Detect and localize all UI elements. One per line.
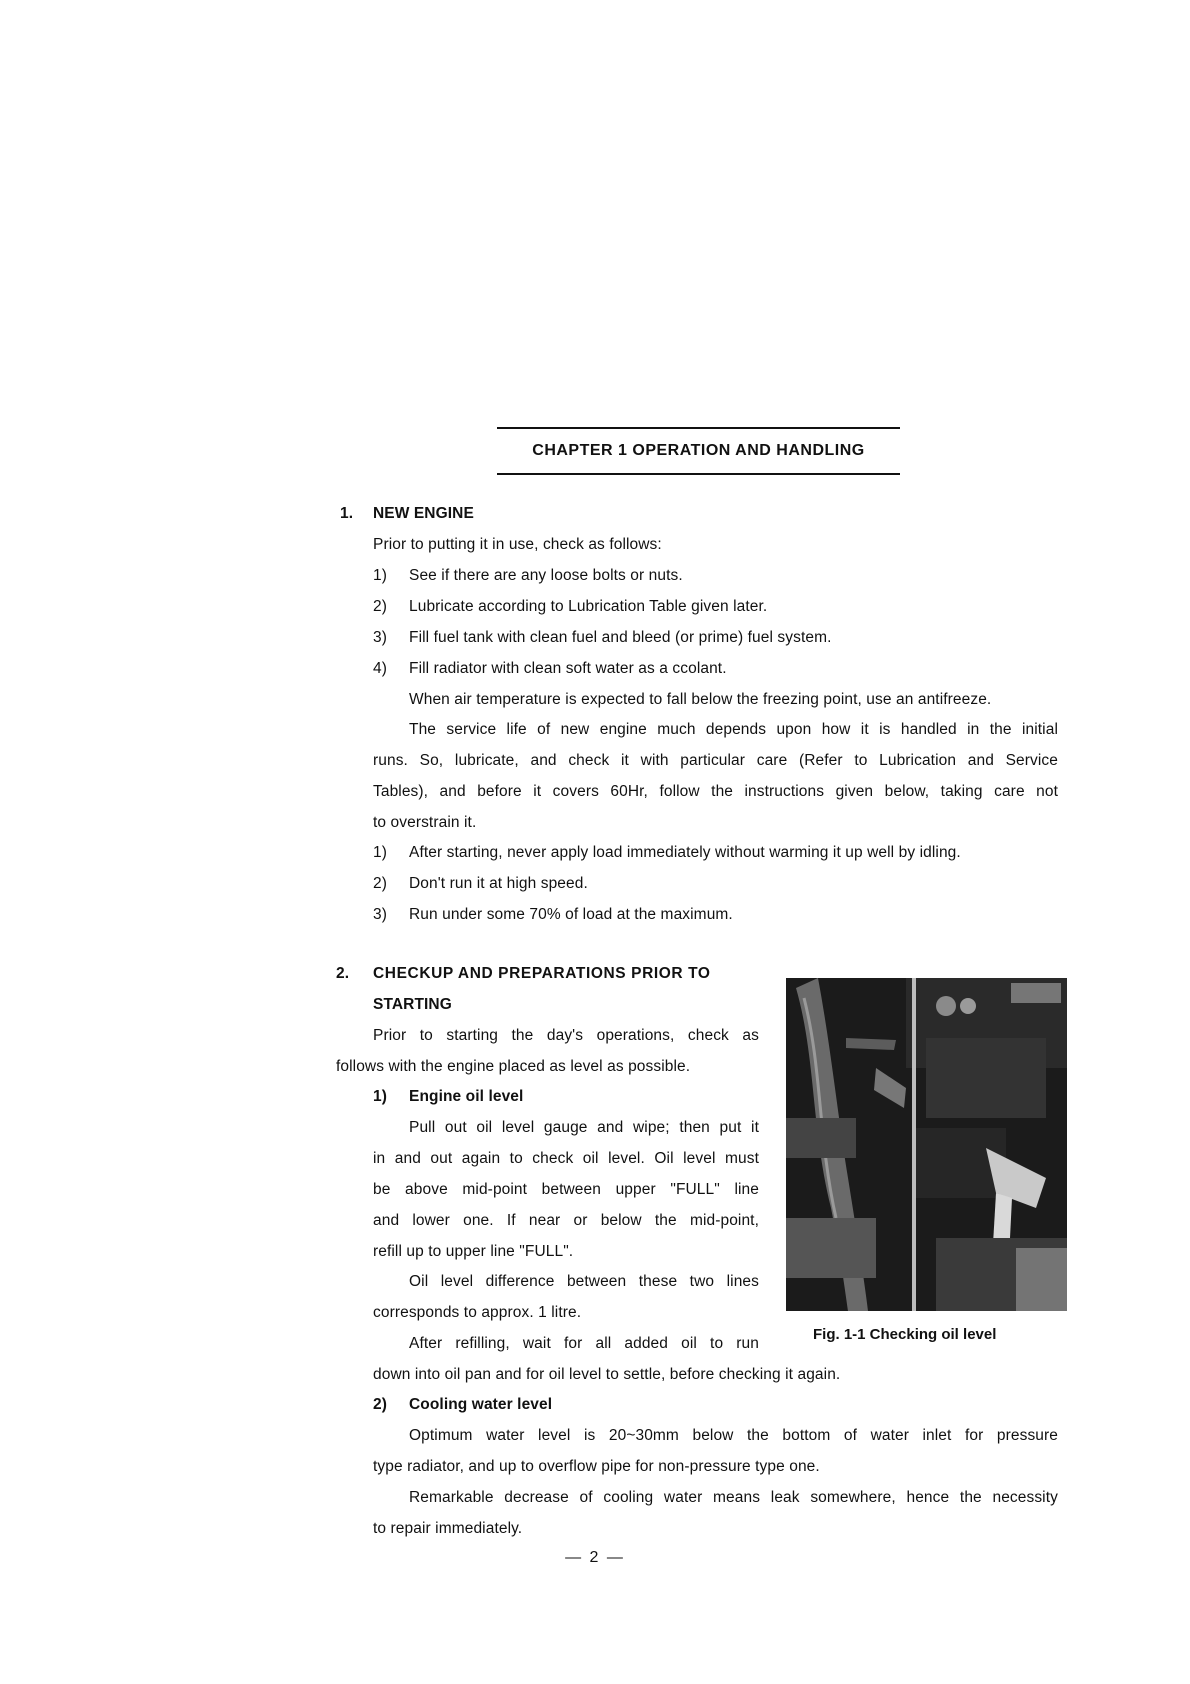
cooling-water-heading: Cooling water level (409, 1396, 553, 1413)
item-text: Don't run it at high speed. (409, 875, 588, 892)
oil-text-line: and lower one. If near or below the mid-point, (373, 1212, 759, 1229)
oil-text-line: be above mid-point between upper "FULL" line (373, 1181, 759, 1198)
item-number: 1) (373, 567, 387, 584)
leak-text-line: to repair immediately. (373, 1520, 523, 1537)
service-life-line: Tables), and before it covers 60Hr, follow the instructions given below, taking care not (373, 783, 1058, 800)
section2-intro-cont: follows with the engine placed as level as possible. (336, 1058, 691, 1075)
chapter-title: CHAPTER 1 OPERATION AND HANDLING (497, 427, 900, 475)
refilling-line: down into oil pan and for oil level to settle, before checking it again. (373, 1366, 841, 1383)
oil-text-line: in and out again to check oil level. Oil level must (373, 1150, 759, 1167)
section2-heading: CHECKUP AND PREPARATIONS PRIOR TO (373, 965, 711, 982)
oil-text-line: refill up to upper line "FULL". (373, 1243, 574, 1260)
cooling-text-line: Optimum water level is 20~30mm below the bottom of water inlet for pressure (409, 1427, 1058, 1444)
antifreeze-paragraph: When air temperature is expected to fall below the freezing point, use an antifreeze. (409, 691, 992, 708)
cooling-text-line: type radiator, and up to overflow pipe for non-pressure type one. (373, 1458, 820, 1475)
section1-heading: NEW ENGINE (373, 505, 474, 522)
item-text: Lubricate according to Lubrication Table given later. (409, 598, 768, 615)
engine-oil-heading: Engine oil level (409, 1088, 524, 1105)
section2-intro: Prior to starting the day's operations, check as (373, 1027, 759, 1044)
section2-heading-cont: STARTING (373, 996, 452, 1013)
figure-caption: Fig. 1-1 Checking oil level (813, 1326, 997, 1343)
service-life-line: runs. So, lubricate, and check it with particular care (Refer to Lubrication and Service (373, 752, 1058, 769)
item-text: Fill fuel tank with clean fuel and bleed (or prime) fuel system. (409, 629, 832, 646)
item-number: 1) (373, 844, 387, 861)
item-text: See if there are any loose bolts or nuts. (409, 567, 683, 584)
oil-difference-line: Oil level difference between these two lines (409, 1273, 759, 1290)
page-number: — 2 — (565, 1549, 625, 1566)
item-number: 3) (373, 629, 387, 646)
engine-oil-photo (786, 978, 1067, 1311)
leak-text-line: Remarkable decrease of cooling water means leak somewhere, hence the necessity (409, 1489, 1058, 1506)
sub-number: 1) (373, 1088, 387, 1105)
section1-intro: Prior to putting it in use, check as follows: (373, 536, 662, 553)
service-life-line: to overstrain it. (373, 814, 477, 831)
item-text: Run under some 70% of load at the maximum. (409, 906, 733, 923)
item-number: 3) (373, 906, 387, 923)
oil-text-line: Pull out oil level gauge and wipe; then put it (409, 1119, 759, 1136)
item-text: After starting, never apply load immediately without warming it up well by idling. (409, 844, 961, 861)
item-number: 2) (373, 875, 387, 892)
sub-number: 2) (373, 1396, 387, 1413)
section1-number: 1. (340, 505, 354, 522)
item-number: 4) (373, 660, 387, 677)
service-life-line: The service life of new engine much depends upon how it is handled in the initial (409, 721, 1058, 738)
item-text: Fill radiator with clean soft water as a ccolant. (409, 660, 727, 677)
oil-difference-line: corresponds to approx. 1 litre. (373, 1304, 582, 1321)
section2-number: 2. (336, 965, 350, 982)
item-number: 2) (373, 598, 387, 615)
refilling-line: After refilling, wait for all added oil to run (409, 1335, 759, 1352)
